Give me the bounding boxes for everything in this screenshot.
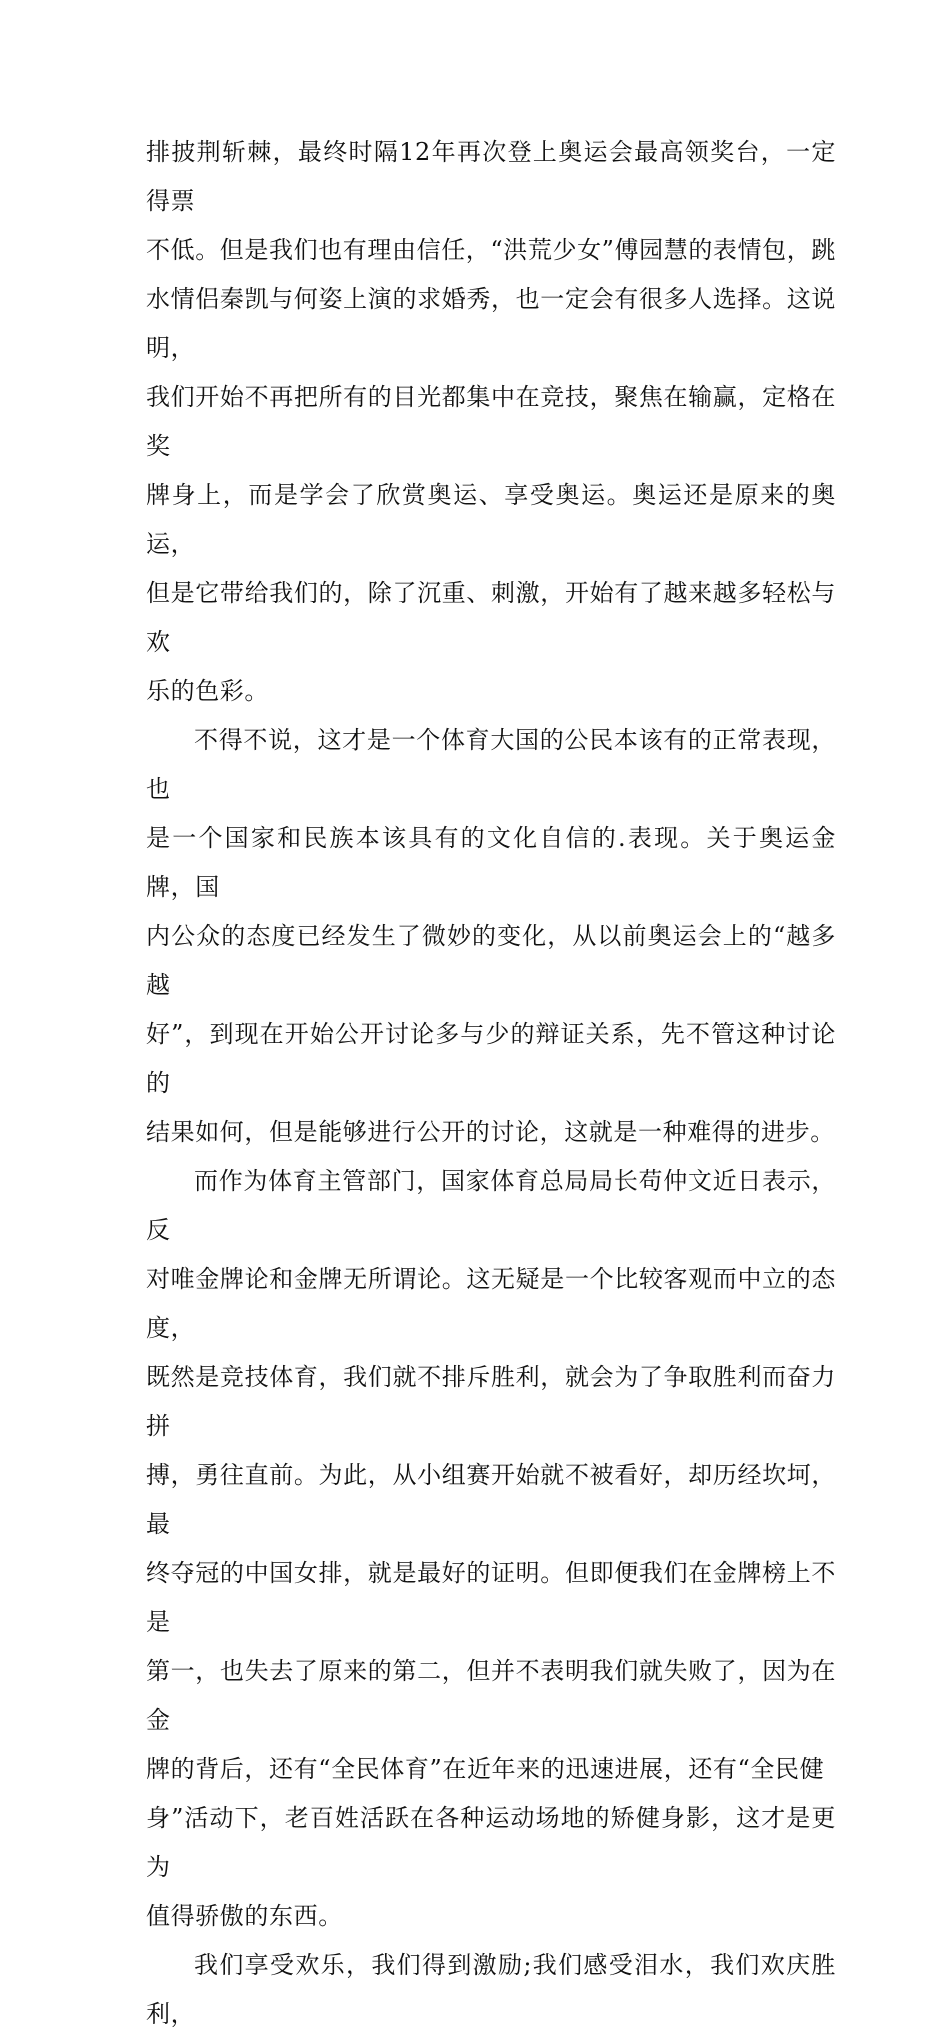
- paragraph-line: 而作为体育主管部门，国家体育总局局长苟仲文近日表示，反: [146, 1167, 836, 1244]
- paragraph-line: 好”，到现在开始公开讨论多与少的辩证关系，先不管这种讨论的: [146, 1020, 836, 1097]
- paragraph-2: [146, 716, 836, 1157]
- paragraph-line: 牌身上，而是学会了欣赏奥运、享受奥运。奥运还是原来的奥运，: [146, 481, 836, 558]
- paragraph-line: 身”活动下，老百姓活跃在各种运动场地的矫健身影，这才是更为: [146, 1804, 836, 1881]
- paragraph-line: 值得骄傲的东西。: [146, 1902, 343, 1930]
- paragraph-line: 第一，也失去了原来的第二，但并不表明我们就失败了，因为在金: [146, 1657, 836, 1734]
- paragraph-line: 是一个国家和民族本该具有的文化自信的.表现。关于奥运金牌，国: [146, 824, 836, 901]
- paragraph-line: 乐的色彩。: [146, 677, 269, 705]
- paragraph-4: [146, 1941, 836, 2039]
- paragraph-line: 搏，勇往直前。为此，从小组赛开始就不被看好，却历经坎坷，最: [146, 1461, 836, 1538]
- paragraph-line: 既然是竞技体育，我们就不排斥胜利，就会为了争取胜利而奋力拼: [146, 1363, 836, 1440]
- paragraph-line: 内公众的态度已经发生了微妙的变化，从以前奥运会上的“越多越: [146, 922, 836, 999]
- document-body: [146, 128, 836, 2039]
- paragraph-line: 我们享受欢乐，我们得到激励;我们感受泪水，我们欢庆胜利，: [146, 1951, 836, 2028]
- paragraph-line: 我们开始不再把所有的目光都集中在竞技，聚焦在输赢，定格在奖: [146, 383, 836, 460]
- paragraph-line: 但是它带给我们的，除了沉重、刺激，开始有了越来越多轻松与欢: [146, 579, 836, 656]
- paragraph-line: 不低。但是我们也有理由信任，“洪荒少女”傅园慧的表情包，跳: [146, 236, 836, 264]
- paragraph-line: 水情侣秦凯与何姿上演的求婚秀，也一定会有很多人选择。这说明，: [146, 285, 836, 362]
- paragraph-line: 排披荆斩棘，最终时隔12年再次登上奥运会最高领奖台，一定得票: [146, 138, 836, 215]
- paragraph-line: 终夺冠的中国女排，就是最好的证明。但即便我们在金牌榜上不是: [146, 1559, 836, 1636]
- paragraph-1: [146, 128, 836, 716]
- paragraph-3: [146, 1157, 836, 1941]
- paragraph-line: 牌的背后，还有“全民体育”在近年来的迅速进展，还有“全民健: [146, 1755, 825, 1783]
- paragraph-line: 结果如何，但是能够进行公开的讨论，这就是一种难得的进步。: [146, 1118, 835, 1146]
- paragraph-line: 不得不说，这才是一个体育大国的公民本该有的正常表现，也: [146, 726, 836, 803]
- paragraph-line: 对唯金牌论和金牌无所谓论。这无疑是一个比较客观而中立的态度，: [146, 1265, 836, 1342]
